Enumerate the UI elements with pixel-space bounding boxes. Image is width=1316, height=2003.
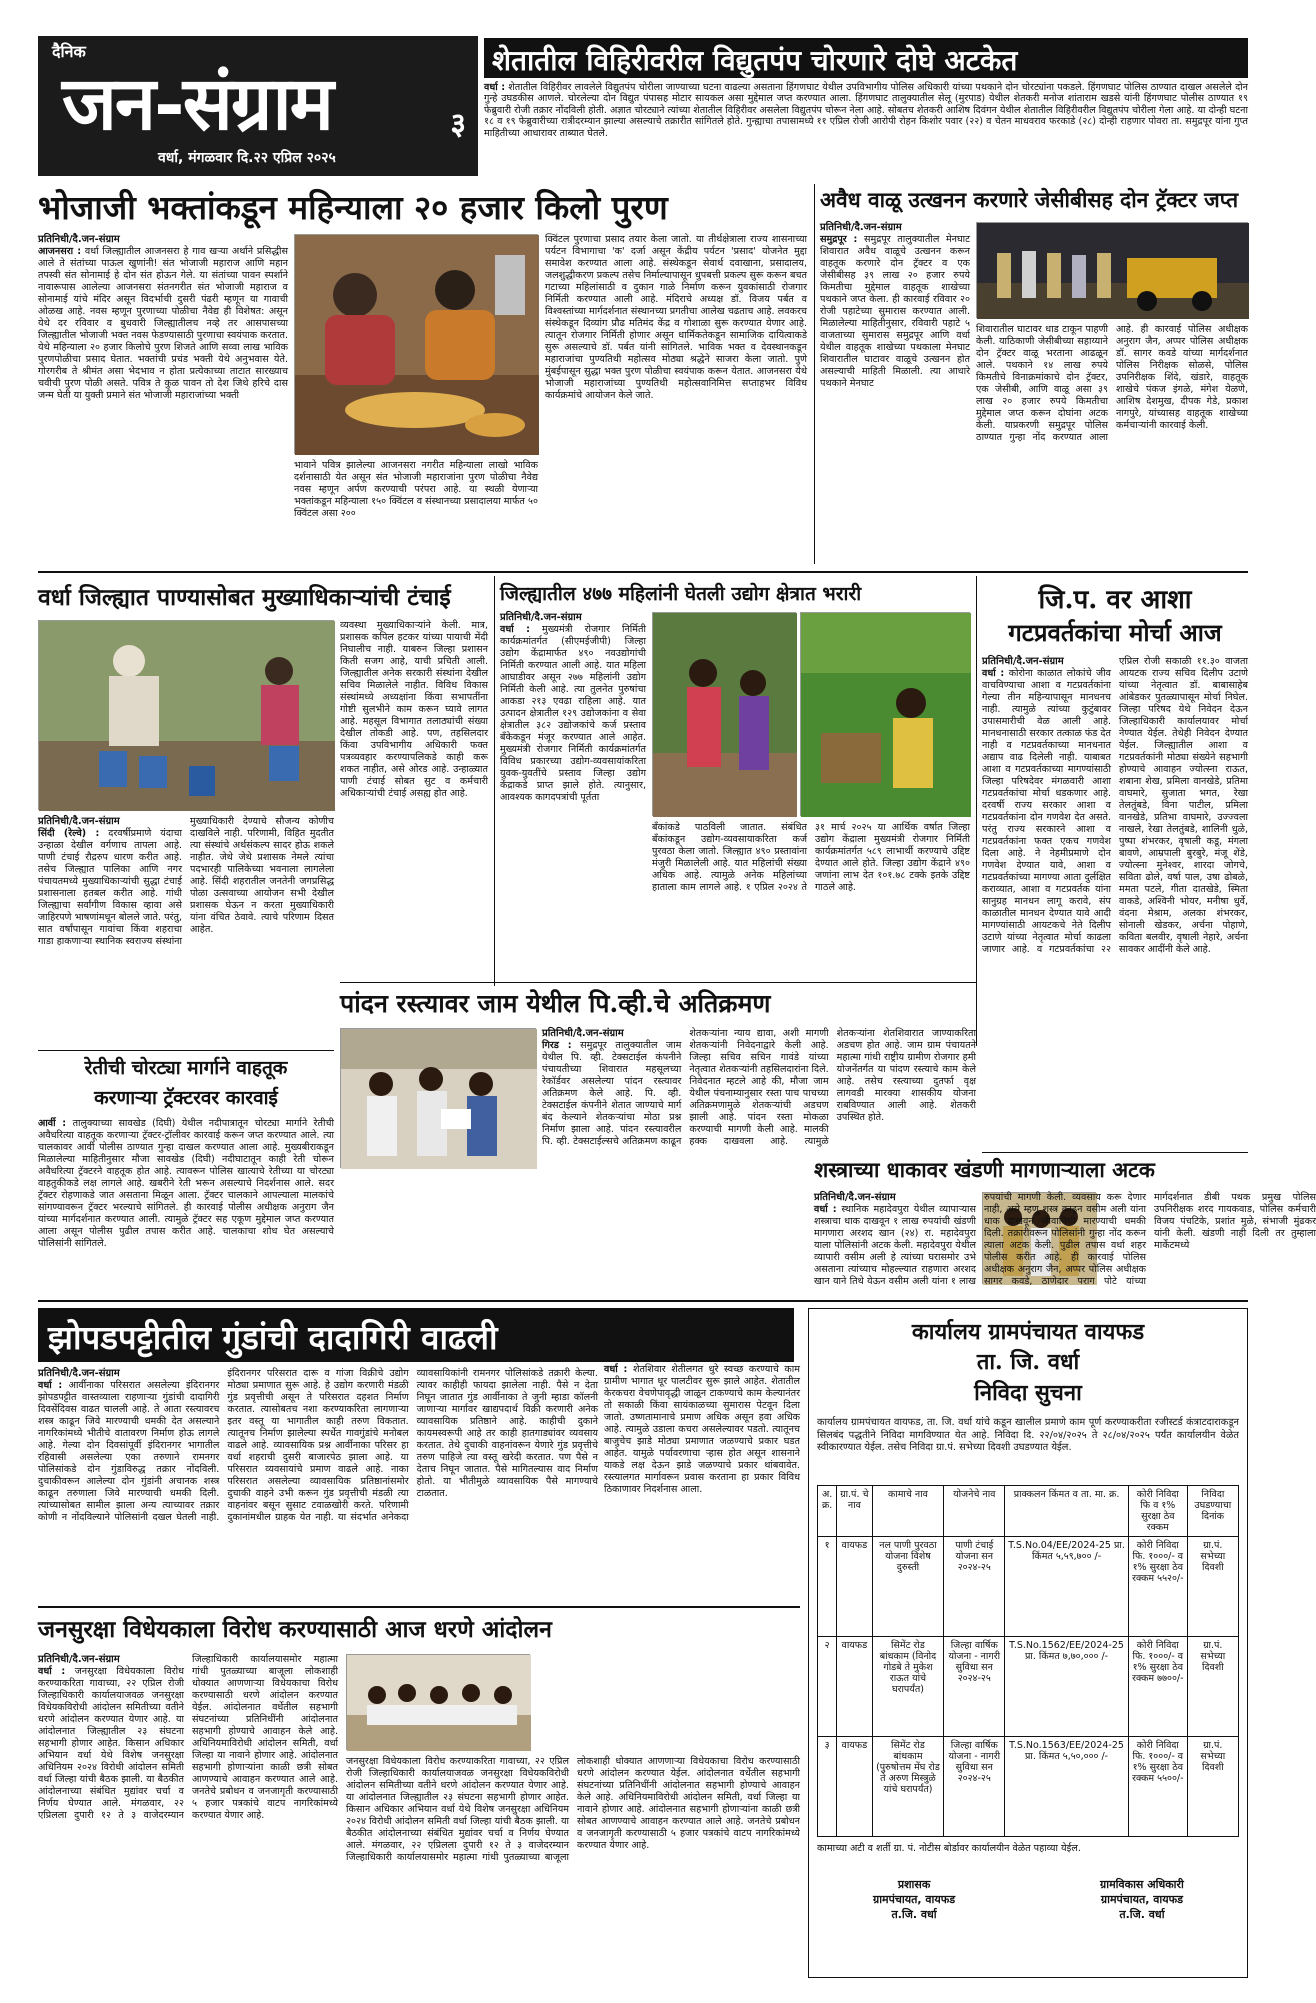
bhojaji-col1 — [38, 234, 288, 564]
tender-signatures — [817, 1877, 1239, 1922]
table-cell: T.S.No.1562/EE/2024-25 प्रा. किंमत ७,७०,००० /- — [1005, 1637, 1129, 1737]
protest-byline: प्रतिनिधी/दै.जन-संग्राम — [38, 1654, 120, 1665]
goons-headline: झोपडपट्टीतील गुंडांची दादागिरी वाढली — [38, 1308, 794, 1362]
tender-note: कामाच्या अटी व शर्ती ग्रा. पं. नोटीस बोर्डावर कार्यालयीन वेळेत पहाव्या येईल. — [817, 1843, 1081, 1854]
protest-right: जनसुरक्षा विधेयकाला विरोध करण्याकरिता गावाच्या, २२ एप्रिल रोजी जिल्हाधिकारी कार्यालयाजवळ जनसुरक्षा विधेयकविरोधी आंदोलन समितीच्या वतीने धरणे आंदोलन करण्यात येणार आहे. या आंदोलनात जिल्ह्यातील २३ संघटना सहभागी होणार आहेत. किसान अधिकार अभियान वर्धा येथे विशेष जनसुरक्षा अधिनियम २०२४ विरोधी आंदोलन समिती वर्धा जिल्हा यांची बैठक झाली. या बैठकीत आंदोलनाच्या संबंधित मुद्यांवर चर्चा व निर्णय घेण्यात आले. मंगळवार, २२ एप्रिलला दुपारी १२ ते ३ वाजेदरम्यान जिल्हाधिकारी कार्यालयासमोर महात्मा गांधी पुतळ्याच्या बाजूला लोकशाही धोक्यात आणणाऱ्या विधेयकाचा विरोध करण्यासाठी धरणे आंदोलन करण्यात येईल. आंदोलनात वर्धेतील सहभागी संघटनांच्या प्रतिनिधींनी आंदोलनात सहभागी होण्याचे आवाहन केले आहे. अधिनियमाविरोधी आंदोलन समिती, वर्धा जिल्हा या नावाने होणार आहे. आंदोलनात सहभागी होणाऱ्यांना काळी छत्री सोबत आणण्याचे आवाहन करण्यात आले आहे. जनतेचे प्रबोधन व जनजागृती करण्यासाठी ५ हजार पत्रकांचे वाटप नागरिकांमध्ये करण्यात येणार आहे. — [346, 1756, 800, 1863]
protest-headline: जनसुरक्षा विधेयकाला विरोध करण्यासाठी आज धरणे आंदोलन — [38, 1616, 552, 1643]
top-story-dateline: वर्धा : — [484, 82, 506, 93]
trees-body — [604, 1364, 800, 1600]
sand-body: समुद्रपूर तालुक्यातील मेनघाट शिवारात अवैध वाळूचे उत्खनन करून वाहतूक करणारे दोन ट्रॅक्टर व एक जेसीबीसह ३९ लाख २० हजार रुपये किमतीचा मुद्देमाल वाहतूक शाखेच्या पथकाने जप्त केला. ही कारवाई रविवार २० रोजी पहाटेच्या सुमारास करण्यात आली. मिळालेल्या माहितीनुसार, रविवारी पहाटे ५ वाजताच्या सुमारास समुद्रपूर आणि वर्धा येथील वाहतूक शाखेच्या पथकाला मेनघाट शिवारातील घाटावर वाळूचे उत्खनन होत असल्याची माहिती मिळाली. त्या आधारे पथकाने मेनघाट — [820, 234, 970, 389]
table-cell: कोरी निविदा फि. १०००/- व १% सुरक्षा ठेव रक्कम ७७००/- — [1128, 1637, 1187, 1737]
tender-title-2: ता. जि. वर्धा — [976, 1349, 1080, 1375]
bhojaji-byline: प्रतिनिधी/दै.जन-संग्राम — [38, 234, 120, 245]
divider — [340, 982, 976, 983]
bhojaji-photo — [294, 234, 538, 454]
top-story-body — [484, 82, 1248, 176]
memorandum-photo — [341, 1029, 537, 1169]
women-byline: प्रतिनिधी/दै.जन-संग्राम — [500, 612, 582, 623]
sign-line: त.जि. वर्धा — [1119, 1908, 1165, 1921]
women-dateline: वर्धा : — [500, 624, 530, 635]
water-headline: वर्धा जिल्ह्यात पाण्यासोबत मुख्याधिकाऱ्यांची टंचाई — [38, 584, 451, 611]
table-cell: वायफड — [837, 1737, 872, 1837]
tender-title-1: कार्यालय ग्रामपंचायत वायफड — [911, 1319, 1145, 1345]
tender-table-header — [818, 1486, 1239, 1537]
table-cell: नल पाणी पुरवठा योजना विशेष दुरुस्ती — [872, 1537, 944, 1637]
truck-headline-1: रेतीची चोरट्या मार्गाने वाहतूक — [84, 1057, 288, 1079]
tender-col-header: प्राक्कलन किंमत व ता. मा. क्र. — [1005, 1486, 1129, 1537]
women-photo-1 — [652, 612, 796, 816]
water-byline: प्रतिनिधी/दै.जन-संग्राम — [38, 816, 120, 827]
bhojaji-headline: भोजाजी भक्तांकडून महिन्याला २० हजार किलो पुरण — [38, 188, 668, 227]
sand-photo — [976, 222, 1248, 318]
table-row — [818, 1537, 1239, 1637]
truck-headline-2: करणाऱ्या ट्रॅक्टरवर कारवाई — [94, 1087, 278, 1109]
water-body: दरवर्षीप्रमाणे यंदाचा उन्हाळा देखील वर्गणाच तापला आहे. पाणी टंचाई रौद्ररुप धारण करीत आहे. तसेच जिल्ह्यात पालिका आणि नगर पंचायतमध्ये मुख्याधिकाऱ्यांची सुद्धा टंचाई प्रशासनाला हतबल करीत आहे. गांधी जिल्ह्याचा सर्वांगीण विकास व्हावा असे जाहिरपणे भाषणांमधून बोलले जाते. परंतु, सात वर्षांपासून गावांचा किंवा शहराचा गाडा हाकणाऱ्या स्थानिक स्वराज्य संस्थांना मुख्याधिकारी देण्याचे सौजन्य कोणीच दाखविले नाही. परिणामी, विहित मुदतीत त्या संस्थांचे अर्थसंकल्प सादर होऊ शकले नाहीत. जेथे जेथे प्रशासक नेमले त्यांचा पदभारही पालिकेच्या भवनाला लागलेला आहे. सिंदी शहरातील जनतेनी जगप्रसिद्ध पोळा उत्सवाच्या आयोजन सभी देखील प्रशासक घेऊन न करता मुख्याधिकारी यांना वंचित ठेवावे. त्याचे परिणाम दिसत आहेत. — [38, 816, 334, 947]
trees-dateline: वर्धा : — [604, 1364, 628, 1375]
sign-line: ग्रामपंचायत, वायफड — [873, 1893, 956, 1906]
women-col2: बॅंकांकडे पाठविली जातात. संबंधित बॅंकांकडून उद्योग-व्यवसायाकरिता कर्ज पुरवठा केला जातो. जिल्ह्यात ४९० प्रस्तावांना मंजुरी मिळालेली आहे. यात महिलांची संख्या अधिक आहे. त्यामुळे अनेक महिलांच्या हाताला काम लागले आहे. १ एप्रिल २०२४ ते ३१ मार्च २०२५ या आर्थिक वर्षात जिल्हा उद्योग केंद्राला मुख्यमंत्री रोजगार निर्मिती कार्यक्रमांतर्गत ५८९ लाभार्थी करण्याचे उद्दिष्ट देण्यात आले होते. जिल्हा उद्योग केंद्राने ४९० जणांना लाभ देत १०१.७८ टक्के इतके उद्दिष्ट गाठले आहे. — [652, 822, 970, 893]
women-cooking-photo — [295, 235, 539, 455]
goons-dateline: वर्धा : — [38, 1380, 63, 1391]
weapon-body: स्थानिक महादेवपुरा येथील व्यापाऱ्यास शस्त्राचा धाक दाखवून १ लाख रुपयांची खंडणी मागणारा अरशद खान (२४) रा. महादेवपुरा याला पोलिसांनी अटक केली. महादेवपुरा येथील व्यापारी वसीम अली हे त्यांच्या घरासमोर उभे असताना त्यांच्याच मोहल्ल्यात राहणारा अरशद खान याने तिथे येऊन वसीम अली यांना १ लाख रुपयांची मागणी केली. व्यवसाय करू देणार नाही, असे म्हणू शस्त्र काढून वसीम अली यांना धाक दाखवून जीवानिशी मारण्याची धमकी दिली. तक्रारीवरून पोलिसांनी गुन्हा नोंद करून त्याला अटक केली. पुढील तपास वर्धा शहर पोलीस करीत आहे. ही कारवाई पोलिस अधीक्षक अनुराग जैन, अप्पर पोलिस अधीक्षक सागर कवडे, ठाणेदार पराग पोटे यांच्या मार्गदर्शनात डीबी पथक प्रमुख पोलिस उपनिरीक्षक शरद गायकवाड, पोलिस कर्मचारी विजय पंचटिके, प्रशांत मुळे, संभाजी मुंढकर यांनी केली. खंडणी नाही दिली तर तुम्हाला मार्केटमध्ये — [814, 1192, 1316, 1287]
women-col1 — [500, 612, 646, 974]
table-row — [818, 1637, 1239, 1737]
masthead-date: वर्धा, मंगळवार दि.२२ एप्रिल २०२५ — [158, 150, 336, 166]
tender-title-3: निविदा सुचना — [974, 1380, 1082, 1406]
masthead — [38, 36, 478, 176]
table-cell: जिल्हा वार्षिक योजना - नागरी सुविधा सन २०२४-२५ — [944, 1737, 1005, 1837]
table-cell: वायफड — [837, 1537, 872, 1637]
road-byline: प्रतिनिधी/दै.जन-संग्राम — [542, 1028, 624, 1039]
asha-dateline: वर्धा : — [982, 668, 1005, 679]
table-cell: कोरी निविदा फि. १०००/- व १% सुरक्षा ठेव रक्कम ५५००/- — [1128, 1737, 1187, 1837]
weapon-col1 — [814, 1192, 1316, 1292]
bhojaji-dateline: आजनसरा : — [38, 246, 82, 257]
water-collection-photo — [39, 621, 335, 811]
weapon-dateline: वर्धा : — [814, 1204, 837, 1215]
tender-col-header: कामाचे नाव — [872, 1486, 944, 1537]
table-row — [818, 1737, 1239, 1837]
table-cell: ३ — [818, 1737, 837, 1837]
meeting-photo — [347, 1655, 531, 1751]
table-cell: २ — [818, 1637, 837, 1737]
sand-col2: शिवारातील घाटावर धाड टाकून पाहणी केली. याठिकाणी जेसीबीच्या सहाय्याने दोन ट्रॅक्टर वाळू भरताना आढळून आले. पथकाने १४ लाख रुपये किमतीचे विनाक्रमांकाचे दोन ट्रॅक्टर, एक जेसीबी, आणि वाळू असा ३९ लाख २० हजार रुपये किमतीचा मुद्देमाल जप्त करून दोघांना अटक केली. याप्रकरणी समुद्रपूर पोलिस ठाण्यात गुन्हा नोंद करण्यात आला आहे. ही कारवाई पोलिस अधीक्षक अनुराग जैन, अप्पर पोलिस अधीक्षक डॉ. सागर कवडे यांच्या मार्गदर्शनात पोलिस निरीक्षक सोळसे, पोलिस उपनिरीक्षक शिंदे, खंडारे, वाहतूक शाखेचे पंकज इंगळे, मंगेश येळणे, आशिष देशमुख, दीपक गेडे, प्रकाश नागपुरे, यांच्यासह वाहतूक शाखेच्या कर्मचाऱ्यांनी कारवाई केली. — [976, 324, 1248, 443]
masthead-daily: दैनिक — [52, 42, 86, 61]
protest-dateline: वर्धा : — [38, 1666, 66, 1677]
asha-headline-2: गटप्रवर्तकांचा मोर्चा आज — [1008, 618, 1222, 647]
road-photo — [340, 1028, 536, 1168]
sign-line: ग्रामपंचायत, वायफड — [1100, 1893, 1183, 1906]
divider — [814, 184, 815, 564]
asha-headline-1: जि.प. वर आशा — [1038, 585, 1192, 615]
page-number: ३ — [450, 107, 466, 142]
divider — [38, 1606, 800, 1608]
weapon-headline: शस्त्राच्या धाकावर खंडणी मागणाऱ्याला अटक — [814, 1156, 1248, 1186]
table-cell: सिमेंट रोड बांधकाम (पुरुषोत्तम मेंघ रोड ते अरुण मिस्त्रुळे यांचे घरापर्यंत) — [872, 1737, 944, 1837]
tender-col-header: कोरी निविदा फि व १% सुरक्षा ठेव रक्कम — [1128, 1486, 1187, 1537]
tender-col-header: ग्रा.पं. चे नाव — [837, 1486, 872, 1537]
tender-intro: कार्यालय ग्रामपंचायत वायफड, ता. जि. वर्धा यांचे कडून खालील प्रमाणे काम पूर्ण करण्याकरीता रजीस्टर्ड कंत्राटदाराकडून सिलबंद पद्धतीने निविदा मागविण्यात येत आहे. निविदा दि. २२/०४/२०२५ ते २८/०४/२०२५ पर्यंत कार्यालयीन वेळेत स्वीकारण्यात येईल. तसेच निविदा ग्रा.पं. सभेच्या दिवशी उघडण्यात येईल. — [817, 1417, 1239, 1453]
trees-kicker: कचऱ्यासोबत — [664, 1310, 740, 1329]
table-cell: T.S.No.1563/EE/2024-25 प्रा. किंमत ५,५०,००० /- — [1005, 1737, 1129, 1837]
trees-text: शेतशिवार शेतीलगत धुरे स्वच्छ करण्याचे काम ग्रामीण भागात धूर पालटीवर सुरू झाले आहेत. शेतातील केरकचरा वेचणेपावृद्धी जाळून टाकण्याचे काम केल्यानंतर तो सकाळी किंवा सायंकाळच्या सुमारास पेटवून दिला जातो. उष्णतामानाचे प्रमाण अधिक असून हवा अधिक आहे. त्यामुळे उडाला कचरा असलेल्यावर पडतो. त्यातूनच बाजुचेच झाडे मोठ्या प्रमाणात जळण्याचे प्रकार घडत आहेत. यामुळे पर्यावरणाचा ऱ्हास होत असून शासनाने याकडे लक्ष देऊन झाडे जळण्याचे प्रकार थांबवावेत. रस्त्यालगत मार्गावरून प्रवास करताना हा प्रकार विविध ठिकाणावर निदर्शनास आला. — [604, 1364, 800, 1495]
table-cell: ग्रा.पं. सभेच्या दिवशी — [1187, 1637, 1238, 1737]
bhojaji-caption: भावाने पवित्र झालेल्या आजनसरा नगरीत महिन्याला लाखो भाविक दर्शनासाठी येत असून संत भोजाजी महाराजांना पुरण पोळीचा नैवेद्य नवस म्हणून अर्पण करण्याची परंपरा आहे. या स्थळी येणाऱ्या भक्तांकडून महिन्याला १५० क्विंटल व संस्थानच्या प्रसादालया मार्फत ५० क्विंटल असा २०० — [294, 460, 538, 519]
truck-body — [38, 1118, 334, 1294]
table-cell: ग्रा.पं. सभेच्या दिवशी — [1187, 1537, 1238, 1637]
sand-dateline: समुद्रपूर : — [820, 234, 858, 245]
divider — [494, 576, 495, 986]
divider — [982, 1152, 1248, 1153]
tender-col-header: अ. क्र. — [818, 1486, 837, 1537]
table-cell: ग्रा.पं. सभेच्या दिवशी — [1187, 1737, 1238, 1837]
water-col1 — [38, 816, 334, 1048]
sign-line: ग्रामविकास अधिकारी — [1100, 1878, 1184, 1891]
women-body: मुख्यमंत्री रोजगार निर्मिती कार्यक्रमांतर्गत (सीएमईजीपी) जिल्हा उद्योग केंद्रामार्फत ४९० नवउद्योगांची निर्मिती करण्यात आली आहे. यात महिला आघाडीवर असून २७७ महिलांनी उद्योग निर्मिती केली आहे. त्या तुलनेत पुरुषांचा आकडा २१३ एवढा राहिला आहे. यात उत्पादन क्षेत्रातील १२९ उद्योजकांना व सेवा क्षेत्रातील ३८२ उद्योजकांचे कर्ज प्रस्ताव बॅंकेकडून मंजूर करण्यात आले आहेत. मुख्यमंत्री रोजगार निर्मिती कार्यक्रमांतर्गत विविध प्रकारच्या उद्योग-व्यवसायांकरिता युवक-युवतींचे प्रस्ताव जिल्हा उद्योग केंद्राकडे प्राप्त झाले होते. त्यानुसार, आवश्यक कागदपत्रांची पूर्तता — [500, 624, 646, 803]
trees-headline: जळत आहेत झाडे — [644, 1334, 760, 1355]
divider — [38, 1050, 334, 1051]
tender-sign-left — [817, 1877, 1011, 1922]
women-headline: जिल्ह्यातील ४७७ महिलांनी घेतली उद्योग क्षेत्रात भरारी — [500, 583, 862, 605]
asha-body — [982, 656, 1248, 1044]
truck-text: तालुक्याच्या सावखेड (दिघी) येथील नदीपात्रातून चोरट्या मार्गाने रेतीची अवैधरित्या वाहतूक करणाऱ्या ट्रॅक्टर-ट्रॉलीवर कारवाई करून जप्त करण्यात आले. त्या चालकावर आर्वी पोलीस ठाण्यात गुन्हा दाखल करण्यात आला आहे. मुख्यबीराकडून मिळालेल्या माहितीनुसार मौजा सावखेड (दिघी) नदीघाटातून काही रेती चोरून अवैधरित्या ट्रॅक्टरने वाहतूक होत आहे. त्यावरून पोलिस खात्याचे रेतीच्या या चोरट्या वाहतुकीकडे लक्ष लागले आहे. खबरीने रेती भरून असल्याचे निदर्शनास आले. सदर ट्रॅक्टर रोहणाकडे जात असताना मिळून आला. ट्रॅक्टर चालकाने आपल्याला मालकांचे सांगण्यावरून ट्रॅक्टर भरल्याचे सांगितले. ही कारवाई पोलीस अधीक्षक अनुराग जैन यांच्या मार्गदर्शनात करण्यात आली. त्यामुळे ट्रॅक्टर सह एकूण मुद्देमाल जप्त करण्यात आला असून पोलीस पुढील तपास करीत आहे. चालकाचा शोध घेत असल्याचे पोलिसांनी सांगितले. — [38, 1118, 334, 1249]
goons-body — [38, 1368, 598, 1600]
water-photo — [38, 620, 334, 810]
bhojaji-body: वर्धा जिल्ह्यातील आजनसरा हे गाव खऱ्या अर्थाने प्रसिद्धीस आले ते संतांच्या पाऊल खुणांनी! संत भोजाजी महाराज आणि महान तपस्वी संत सोनामाई हे दोन संत होऊन गेले. या संतांच्या पावन स्पर्शाने नावारूपास आलेल्या आजनसरा संतनगरीत संत भोजाजी महाराज व सोनामाई यांचे मंदिर असून विदर्भाची दुसरी पंढरी म्हणून या गावाची ओळख आहे. नवस म्हणून पुरणाच्या पोळीचा नैवेद्य ही विशेषत: असून येथे दर रविवार व बुधवारी जिल्ह्यातीलच नव्हे तर आसपासच्या जिल्ह्यातील भोजाजी भक्त नवस फेडण्यासाठी पुरणाचा स्वयंपाक करतात. येथे महिन्याला २० हजार किलोचे पुरण शिजते आणि सव्वा लाख भाविक पुरणपोळीचा प्रसाद घेतात. भक्तांची प्रचंड भक्ती येथे अनुभवास येते. गोरगरीब ते श्रीमंत असा भेदभाव न होता प्रत्येकाच्या ताटात सारख्याच चवीची पुरण पोळी असते. पवित्र ते कुळ पावन तो देश जिथे हरिचे दास जन्म घेती या युक्ती प्रमाने संत भोजाजी महाराजांच्या भक्ती — [38, 246, 288, 401]
weapon-byline: प्रतिनिधी/दै.जन-संग्राम — [814, 1192, 896, 1203]
table-cell: सिमेंट रोड बांधकाम (विनोद गोडबे ते मुकेश राऊत यांचे घरापर्यंत) — [872, 1637, 944, 1737]
table-cell: कोरी निविदा फि. १०००/- व १% सुरक्षा ठेव रक्कम ५५२०/- — [1128, 1537, 1187, 1637]
table-cell: पाणी टंचाई योजना सन २०२४-२५ — [944, 1537, 1005, 1637]
farm-woman-photo — [801, 613, 971, 817]
table-cell: T.S.No.04/EE/2024-25 प्रा. किंमत ५,५९,७०० /- — [1005, 1537, 1129, 1637]
sand-byline: प्रतिनिधी/दै.जन-संग्राम — [820, 222, 902, 233]
water-col3: व्यवस्था मुख्याधिकाऱ्यांने केली. मात्र, प्रशासक कपिल हटकर यांच्या पायाची मेंदी निघालीच नाही. याबरुन जिल्हा प्रशासन किती सजग आहे, याची प्रचिती आली. जिल्ह्यातील अनेक सरकारी संस्थांना देखील सचिव मिळालेले नाहीत. विविध विकास संस्थांमध्ये अध्यक्षांना किंवा सभापतींना गोष्टी सुलभीने काम करून घ्यावे लागत आहे. महसूल विभागात तलाठ्यांची संख्या देखील तोकडी आहे. पण, तहसिलदार किंवा उपविभागीय अधिकारी फक्त पत्रव्यवहार करण्यापलिकडे काही करू शकत नाहीत, असे ओरड आहे. उन्हाळ्यात पाणी टंचाई सोबत सुट व कर्मचारी अधिकाऱ्यांची टंचाई असह्य होत आहे. — [340, 620, 488, 799]
road-dateline: गिरड : — [542, 1040, 572, 1051]
sign-line: त.जि. वर्धा — [891, 1908, 937, 1921]
water-dateline: सिंदी (रेल्वे) : — [38, 828, 100, 839]
sand-col1 — [820, 222, 970, 564]
divider — [38, 571, 1248, 573]
top-story-headline: शेतातील विहिरीवरील विद्युतपंप चोरणारे दोघे अटकेत — [484, 38, 1248, 78]
table-cell: जिल्हा वार्षिक योजना - नागरी सुविधा सन २०२४-२५ — [944, 1637, 1005, 1737]
bhojaji-col3: क्विंटल पुरणाचा प्रसाद तयार केला जातो. या तीर्थक्षेत्राला राज्य शासनाच्या पर्यटन विभागाचा 'क' दर्जा असून केंद्रीय पर्यटन 'प्रसाद' योजनेत मुद्दा समावेश करण्यात आला आहे. संस्थेकडून सेवार्थ दवाखाना, प्रसादालय, जलशुद्धीकरण प्रकल्प तसेच निर्माल्यापासून धुपबत्ती प्रकल्प सुरू करून बचत गटाच्या महिलांसाठी व दुकान गाळे निर्माण करून युवकांसाठी रोजगार निर्मिती करण्यात आली आहे. मंदिराचे अध्यक्ष डॉ. विजय पर्बत व विश्वस्तांच्या मार्गदर्शनात संस्थानच्या प्रगतीचा आलेख चढताच आहे. लवकरच संस्थेकडून दिव्यांग प्रौढ मतिमंद केंद्र व गोशाळा सुरू करण्यात येणार आहे. त्यातून रोजगार निर्मिती होणार असून धार्मिकतेकडून सामाजिक दायित्वाकडे सुरू असल्याचे डॉ. पर्बत यांनी सांगितले. भाविक भक्त व देवस्थानकडून महाराजांचा पुण्यतिथी महोत्सव मोठ्या श्रद्धेने साजरा केला जातो. पुणे मुंबईपासून सुद्धा भक्त पुरण पोळीचा स्वयंपाक करून येतात. आजनसरा येथे भोजाजी महाराजांच्या पुण्यतिथी महोत्सवानिमित्त सप्ताहभर विविध कार्यक्रमांचे आयोजन केले जाते. — [545, 234, 807, 401]
goons-text: आर्वीनाका परिसरात असलेल्या इंदिरानगर झोपडपट्टीत वास्तव्याला राहणाऱ्या गुंडांची दादागिरी दिवसेंदिवस वाढत चालली आहे. ते आता रस्त्यावरच शस्त्र काढून जिवे मारण्याची धमकी देत असल्याने नागरिकांमध्ये भीतीचे वातावरण निर्माण होऊ लागले आहे. गेल्या दोन दिवसांपूर्वी इंदिरानगर भागातील रहिवासी असलेल्या एका तरुणाने रामनगर पोलिसांकडे दोन गुंडाविरुद्ध तक्रार नोंदविली. दुचाकीवरून आलेल्या दोन गुंडांनी अचानक शस्त्र काढून तरुणाला जिवे मारण्याची धमकी दिली. त्यांच्यासोबत सामील झाला अन्य त्याच्यावर तक्रार कोणी न नोंदविल्याने पोलिसांनी दखल घेतली नाही. इंदिरानगर परिसरात दारू व गांजा विक्रीचे उद्योग मोठ्या प्रमाणात सुरू आहे. हे उद्योग करणारी मंडळी गुंड प्रवृत्तीची असून ते परिसरात दहशत निर्माण करतात. त्यासोबतच नशा करण्याकरिता लागणाऱ्या इतर वस्तू या भागातील काही तरुण विकतात. त्यातूनच निर्माण झालेल्या स्पर्धेत गावगुंडांचे मनोबल वाढले आहे. व्यावसायिक प्रश्न आर्वीनाका परिसर हा वर्धा शहराची दुसरी बाजारपेठ झाला आहे. या परिसरात व्यवसायांचे प्रमाण वाढले आहे. नाका परिसरात असलेल्या व्यावसायिक प्रतिष्ठानांसमोर दुचाकी वाहने उभी करून गुंड प्रवृत्तीची मंडळी त्या वाहनांवर बसून सुसाट टवाळखोरी करते. परिणामी दुकानांमधील ग्राहक येत नाही. या संदर्भात अनेकदा व्यावसायिकांनी रामनगर पोलिसांकडे तक्रारी केल्या. त्यावर काहीही फायदा झालेला नाही. पैसे न देता निघून जातात गुंड आर्वीनाका ते जुनी म्हाडा कॉलनी जाणाऱ्या मार्गावर खाद्यपदार्थ विक्री करणारी अनेक व्यावसायिक प्रतिष्ठाने आहे. काहीची दुकाने कायमस्वरूपी आहे तर काही हातगाड्यांवर व्यवसाय करतात. तेथे दुचाकी वाहनांवरून येणारे गुंड प्रवृत्तीचे तरुण पाहिजे त्या वस्तू खरेदी करतात. पण पैसे न देताच निघून जातात. पैसे मागितल्यास वाद निर्माण होतो. या भीतीमुळे व्यावसायिक पैसे मागण्याचे टाळतात. — [38, 1368, 598, 1523]
tender-notice — [808, 1308, 1248, 1978]
table-cell: १ — [818, 1537, 837, 1637]
masthead-name: जन-संग्राम — [62, 61, 332, 147]
women-entrepreneur-photo — [653, 613, 797, 817]
tender-col-header: निविदा उघडण्याचा दिनांक — [1187, 1486, 1238, 1537]
asha-text: कोरोना काळात लोकांचे जीव वाचविण्याचा आशा व गटप्रवर्तकांना गेल्या तीन महिन्यापासून मानधनच नाही. त्यामुळे त्यांच्या कुटुंबावर उपासमारीची वेळ आली आहे. मानधनासाठी सरकार तत्काळ फंड देत नाही व गटप्रवर्तकाच्या मानधनात अद्याप वाढ दिलेली नाही. याबाबत आशा व गटप्रवर्तकाच्या मागण्यांसाठी जिल्हा परिषदेवर मंगळवारी आशा गटप्रवर्तकांचा मोर्चा धडकणार आहे. दरवर्षी राज्य सरकार आशा व गटप्रवर्तकांना दोन गणवेश देत असते. परंतु राज्य सरकारने आशा व गटप्रवर्तकांना फक्त एकच गणवेश दिला आहे. ने नेहमीप्रमाणे दोन गणवेश देण्यात यावे, आशा व गटप्रवर्तकांच्या मागण्या आता दुर्लक्षित कराव्यात, आशा व गटप्रवर्तक यांना सानुग्रह मानधन लागू करावे, संप काळातील मानधन देण्यात यावे आदी मागण्यांसाठी आयटकचे नेते दिलीप उटाणे यांच्या नेतृत्वात मोर्चा काढला जाणार आहे. व गटप्रवर्तकांचा २२ एप्रिल रोजी सकाळी ११.३० वाजता आयटक राज्य सचिव दिलीप उटाणे यांच्या नेतृत्वात डॉ. बाबासाहेब आंबेडकर पुतळ्यापासून मोर्चा निघेल. जिल्हा परिषद येथे निवेदन देऊन जिल्हाधिकारी कार्यालयावर मोर्चा नेण्यात येईल. तेथेही निवेदन देण्यात येईल. जिल्ह्यातील आशा व गटप्रवर्तकांनी मोठ्या संख्येने सहभागी होण्याचे आवाहन ज्योत्स्ना राऊत, शबाना शेख, प्रमिला वानखेडे, प्रतिमा वाघमारे, सुजाता भगत, रेखा तेलतुंबडे, विना पाटील, प्रमिला वानखेडे, प्रतिभा वाघमारे, उज्ज्वला नाखले, रेखा तेलतुंबडे, शालिनी धुळे, पुष्पा शंभरकर, वृषाली कडू, मंगला बावणे, आम्रपाली बुरबुरे, मंजू शेंडे, ज्योत्स्ना मुनेश्वर, शारदा जोगचे, सविता ढोले, वर्षा पाल, उषा ढोबळे, ममता पटले, गीता दातखेडे, स्मिता वाकडे, अश्विनी भोयर, मनीषा धुर्वे, वंदना मेश्राम, अलका शंभरकर, सोनाली खेडकर, अर्चना पोहाणे, कविता बलवीर, वृषाली नेहारे, अर्चना सावकर आदींनी केले आहे. — [982, 656, 1248, 955]
police-team-photo — [977, 223, 1249, 319]
top-story-text: शेतातील विहिरीवर लावलेले विद्युतपंप चोरीला जाण्याच्या घटना वाढल्या असताना हिंगणघाट येथील उपविभागीय पोलिस अधिकारी यांच्या पथकाने दोन चोरट्यांना पकडले. हिंगणघाट पोलिस ठाण्यात दाखल असलेले दोन गुन्हे उघडकीस आणले. चोरलेल्या दोन विद्युत पंपासह मोटार सायकल असा मुद्देमाल जप्त करण्यात आला. हिंगणघाट तालुक्यातील सेलू (मुरपाड) येथील शेतकरी मनोज शांताराम खडसे यांनी हिंगणघाट पोलीस ठाण्यात १९ फेब्रुवारी रोजी तक्रार नोंदविली होती. अज्ञात चोरट्याने त्यांच्या शेतातील विहिरीवर असलेला विद्युतपंप चोरून नेला आहे. सोबतच शेतकरी आशिष दिवंगन येथील शेतातील विहिरीवरील विद्युतपंप चोरीला गेला आहे. या दोन्ही घटना १८ व १९ फेब्रुवारीच्या रात्रीदरम्यान झाल्या असल्याचे तक्रारीत सांगितले होते. गुन्ह्याचा तपासामध्ये ११ एप्रिल रोजी आरोपी रोहन किशोर पवार (२२) व चेतन माधवराव फरकाडे (२८) दोन्ही राहणार पोवरा ता. समुद्रपूर यांना गुप्त माहितीच्या आधारावर ताब्यात घेतले. — [484, 82, 1248, 139]
tender-sign-right — [1045, 1877, 1239, 1922]
truck-dateline: आर्वी : — [38, 1118, 67, 1129]
table-cell: वायफड — [837, 1637, 872, 1737]
protest-photo — [346, 1654, 530, 1750]
divider — [976, 576, 977, 1046]
asha-byline: प्रतिनिधी/दै.जन-संग्राम — [982, 656, 1064, 667]
road-headline: पांदन रस्त्यावर जाम येथील पि.व्ही.चे अतिक्रमण — [340, 989, 771, 1018]
protest-left — [38, 1654, 338, 1980]
sand-headline: अवैध वाळू उत्खनन करणारे जेसीबीसह दोन ट्रॅक्टर जप्त — [820, 187, 1239, 212]
tender-col-header: योजनेचे नाव — [944, 1486, 1005, 1537]
protest-body: जनसुरक्षा विधेयकाला विरोध करण्याकरिता गावाच्या, २२ एप्रिल रोजी जिल्हाधिकारी कार्यालयाजवळ जनसुरक्षा विधेयकविरोधी आंदोलन समितीच्या वतीने धरणे आंदोलन करण्यात येणार आहे. या आंदोलनात जिल्ह्यातील २३ संघटना सहभागी होणार आहेत. किसान अधिकार अभियान वर्धा येथे विशेष जनसुरक्षा अधिनियम २०२४ विरोधी आंदोलन समिती वर्धा जिल्हा यांची बैठक झाली. या बैठकीत आंदोलनाच्या संबंधित मुद्यांवर चर्चा व निर्णय घेण्यात आले. मंगळवार, २२ एप्रिलला दुपारी १२ ते ३ वाजेदरम्यान जिल्हाधिकारी कार्यालयासमोर महात्मा गांधी पुतळ्याच्या बाजूला लोकशाही धोक्यात आणणाऱ्या विधेयकाचा विरोध करण्यासाठी धरणे आंदोलन करण्यात येईल. आंदोलनात वर्धेतील सहभागी संघटनांच्या प्रतिनिधींनी आंदोलनात सहभागी होण्याचे आवाहन केले आहे. अधिनियमाविरोधी आंदोलन समिती, वर्धा जिल्हा या नावाने होणार आहे. आंदोलनात सहभागी होणाऱ्यांना काळी छत्री सोबत आणण्याचे आवाहन करण्यात आले आहे. जनतेचे प्रबोधन व जनजागृती करण्यासाठी ५ हजार पत्रकांचे वाटप नागरिकांमध्ये करण्यात येणार आहे. — [38, 1654, 338, 1821]
road-body: समुद्रपूर तालुक्यातील जाम येथील पि. व्ही. टेक्सटाईल कंपनीने पंचायतीच्या शिवारात महसूलच्या रेकॉर्डवर असलेल्या पांदन रस्त्यावर अतिक्रमण केले आहे. पि. व्ही. टेक्सटाईल कंपनीने शेतात जाण्याचे मार्ग बंद केल्याने शेतकऱ्यांचा मोठा प्रश्न निर्माण झाला आहे. पांदन रस्त्यावरील पि. व्ही. टेक्सटाईल्सचे अतिक्रमण काढून शेतकऱ्यांना न्याय द्यावा, अशी मागणी शेतकऱ्यांनी निवेदनाद्वारे केली आहे. जिल्हा सचिव सचिन गावंडे यांच्या नेतृत्वात शेतकऱ्यांनी तहसिलदारांना दिले. निवेदनात म्हटले आहे की, मौजा जाम येथील पंचनाम्यानुसार रस्ता पाच पाचच्या अतिक्रमणामुळे शेतकऱ्यांची अडचण झाली आहे. पांदन रस्ता मोकळा करण्याची मागणी केली आहे. मालकी हक्क दाखवला आहे. त्यामुळे शेतकऱ्यांना शेतशिवारात जाण्याकरिता अडचण होत आहे. जाम ग्राम पंचायतने महात्मा गांधी राष्ट्रीय ग्रामीण रोजगार हमी योजनेंतर्गत या पांदण रस्त्याचे काम केले आहे. तसेच रस्त्याच्या दुतर्फा वृक्ष लागवडी मारक्या शासकीय योजना राबविण्यात आली आहे. शेतकरी उपस्थित होते. — [542, 1028, 976, 1147]
tender-table — [817, 1485, 1239, 1837]
women-photo-2 — [800, 612, 970, 816]
sign-line: प्रशासक — [897, 1878, 931, 1891]
goons-byline: प्रतिनिधी/दै.जन-संग्राम — [38, 1368, 120, 1379]
divider — [38, 1300, 1248, 1302]
